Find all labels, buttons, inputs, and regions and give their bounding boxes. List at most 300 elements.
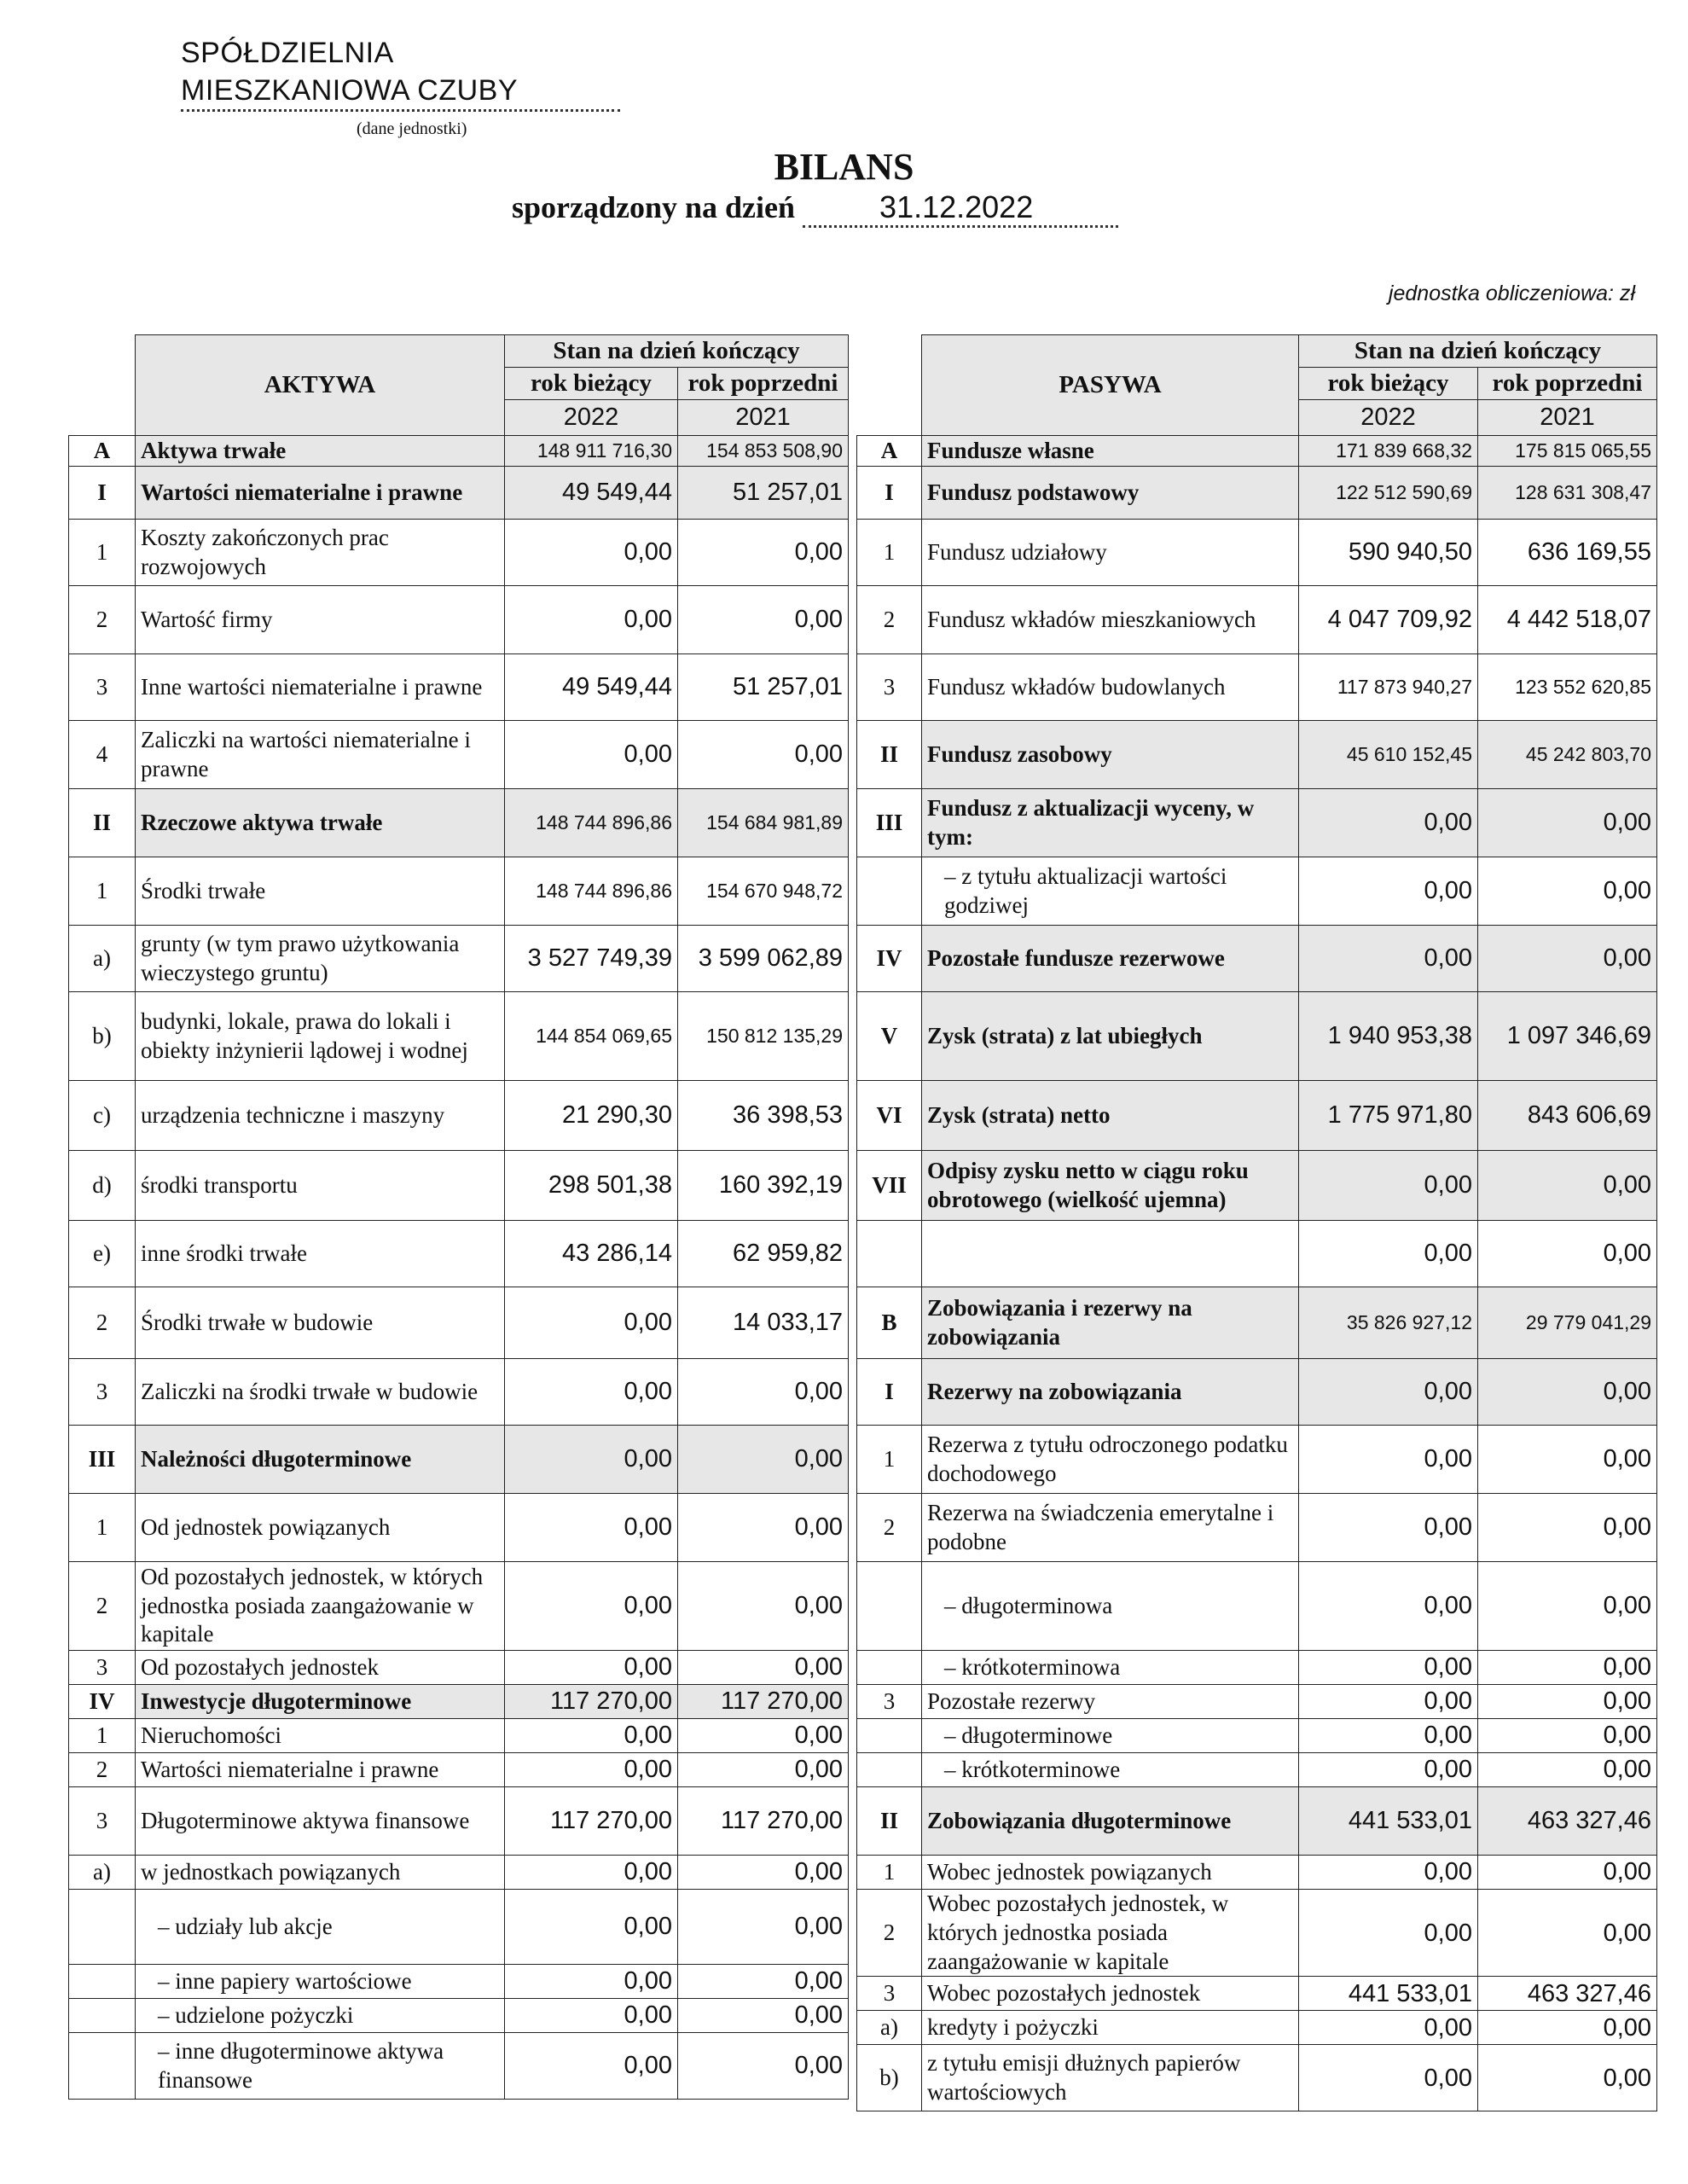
liabilities-row-current-value: 0,00: [1299, 1753, 1478, 1787]
assets-row-current-value: 117 270,00: [505, 1787, 678, 1856]
liabilities-row: [857, 1856, 1657, 1890]
liabilities-row-number: 1: [857, 1426, 922, 1494]
liabilities-row-current-value: 0,00: [1299, 1221, 1478, 1287]
assets-row-label: Od jednostek powiązanych: [136, 1494, 505, 1562]
assets-row-previous-value: 0,00: [678, 1753, 849, 1787]
liabilities-row-number: 1: [857, 1856, 922, 1890]
assets-row-previous-value: 0,00: [678, 1965, 849, 1999]
entity-note: (dane jednostki): [357, 119, 467, 138]
entity-name: [181, 34, 620, 112]
assets-row-current-value: 144 854 069,65: [505, 992, 678, 1081]
liabilities-row-previous-value: 0,00: [1478, 2045, 1657, 2111]
assets-row-label: budynki, lokale, prawa do lokali i obiekty inżynierii lądowej i wodnej: [136, 992, 505, 1081]
assets-row-current-value: 148 744 896,86: [505, 789, 678, 857]
assets-row-number: 2: [69, 586, 136, 654]
assets-row-number: II: [69, 789, 136, 857]
liabilities-row-current-value: 441 533,01: [1299, 1977, 1478, 2011]
liabilities-row-label: Wobec pozostałych jednostek: [922, 1977, 1299, 2011]
liabilities-row-previous-value: 4 442 518,07: [1478, 586, 1657, 654]
liabilities-row-current-value: 45 610 152,45: [1299, 721, 1478, 789]
assets-row-label: środki transportu: [136, 1151, 505, 1221]
liabilities-row: [857, 1685, 1657, 1719]
assets-row-current-value: 0,00: [505, 520, 678, 586]
assets-row-label: Wartości niematerialne i prawne: [136, 467, 505, 520]
liabilities-row-number: 3: [857, 1685, 922, 1719]
assets-row-previous-value: 0,00: [678, 1426, 849, 1494]
liabilities-row-previous-value: 0,00: [1478, 1753, 1657, 1787]
assets-row-number: 3: [69, 1651, 136, 1685]
liabilities-row-label: Rezerwa z tytułu odroczonego podatku dochodowego: [922, 1426, 1299, 1494]
liabilities-row: [857, 1562, 1657, 1651]
assets-row-current-value: 43 286,14: [505, 1221, 678, 1287]
assets-row-previous-value: 160 392,19: [678, 1151, 849, 1221]
assets-row-number: 1: [69, 1719, 136, 1753]
assets-row-previous-value: 0,00: [678, 1999, 849, 2033]
liabilities-row-number: B: [857, 1287, 922, 1359]
assets-row-previous-value: 0,00: [678, 1856, 849, 1890]
assets-row-current-value: 0,00: [505, 1651, 678, 1685]
assets-row: [69, 1562, 849, 1651]
assets-row-number: 1: [69, 520, 136, 586]
liabilities-header-stan: Stan na dzień kończący: [1299, 335, 1657, 368]
assets-row-number: c): [69, 1081, 136, 1151]
assets-row-current-value: 0,00: [505, 721, 678, 789]
assets-row-label: Środki trwałe w budowie: [136, 1287, 505, 1359]
assets-table: [68, 334, 849, 2100]
assets-row-number: A: [69, 436, 136, 467]
liabilities-row-current-value: 0,00: [1299, 1890, 1478, 1977]
assets-row-label: w jednostkach powiązanych: [136, 1856, 505, 1890]
assets-row: [69, 1494, 849, 1562]
assets-row-current-value: 49 549,44: [505, 654, 678, 721]
assets-row: [69, 721, 849, 789]
liabilities-row-label: – krótkoterminowa: [922, 1651, 1299, 1685]
assets-row-number: I: [69, 467, 136, 520]
assets-row-number: [69, 1890, 136, 1965]
assets-row-previous-value: 3 599 062,89: [678, 926, 849, 992]
assets-row-current-value: 0,00: [505, 586, 678, 654]
liabilities-row-current-value: 590 940,50: [1299, 520, 1478, 586]
liabilities-row-previous-value: 463 327,46: [1478, 1787, 1657, 1856]
liabilities-row: [857, 520, 1657, 586]
liabilities-row-current-value: 4 047 709,92: [1299, 586, 1478, 654]
liabilities-row-current-value: 1 775 971,80: [1299, 1081, 1478, 1151]
assets-row-current-value: 117 270,00: [505, 1685, 678, 1719]
assets-row-previous-value: 0,00: [678, 520, 849, 586]
liabilities-row: [857, 1890, 1657, 1977]
liabilities-row-label: z tytułu emisji dłużnych papierów wartościowych: [922, 2045, 1299, 2111]
liabilities-row: [857, 1494, 1657, 1562]
assets-row-previous-value: 0,00: [678, 1651, 849, 1685]
assets-row: [69, 1753, 849, 1787]
liabilities-row-previous-value: 636 169,55: [1478, 520, 1657, 586]
liabilities-row-previous-value: 0,00: [1478, 1890, 1657, 1977]
assets-row-previous-value: 154 670 948,72: [678, 857, 849, 926]
liabilities-row-previous-value: 0,00: [1478, 1562, 1657, 1651]
assets-row-current-value: 0,00: [505, 1359, 678, 1426]
liabilities-row-previous-value: 1 097 346,69: [1478, 992, 1657, 1081]
assets-row: [69, 1965, 849, 1999]
liabilities-row: [857, 1081, 1657, 1151]
assets-header-label: AKTYWA: [136, 335, 505, 436]
assets-row-current-value: 0,00: [505, 1562, 678, 1651]
entity-name-line1: SPÓŁDZIELNIA: [181, 37, 394, 69]
liabilities-row-current-value: 0,00: [1299, 1562, 1478, 1651]
assets-row-current-value: 3 527 749,39: [505, 926, 678, 992]
liabilities-row-previous-value: 0,00: [1478, 1856, 1657, 1890]
assets-row-current-value: 0,00: [505, 1753, 678, 1787]
assets-row: [69, 1890, 849, 1965]
liabilities-row-label: Pozostałe fundusze rezerwowe: [922, 926, 1299, 992]
assets-row-label: Od pozostałych jednostek: [136, 1651, 505, 1685]
assets-row-number: a): [69, 926, 136, 992]
assets-row: [69, 1426, 849, 1494]
liabilities-header-current: rok bieżący: [1299, 368, 1478, 400]
assets-row-label: Należności długoterminowe: [136, 1426, 505, 1494]
liabilities-row-number: b): [857, 2045, 922, 2111]
assets-row-label: inne środki trwałe: [136, 1221, 505, 1287]
liabilities-row: [857, 2011, 1657, 2045]
assets-row-previous-value: 0,00: [678, 1719, 849, 1753]
assets-row-previous-value: 0,00: [678, 1562, 849, 1651]
assets-row-previous-value: 0,00: [678, 1359, 849, 1426]
assets-row: [69, 2033, 849, 2100]
liabilities-row-current-value: 0,00: [1299, 1151, 1478, 1221]
assets-row-previous-value: 154 684 981,89: [678, 789, 849, 857]
assets-row-label: Zaliczki na środki trwałe w budowie: [136, 1359, 505, 1426]
liabilities-row-current-value: 117 873 940,27: [1299, 654, 1478, 721]
assets-header-year-prev: 2021: [678, 400, 849, 436]
liabilities-row-previous-value: 128 631 308,47: [1478, 467, 1657, 520]
liabilities-row-label: Fundusz z aktualizacji wyceny, w tym:: [922, 789, 1299, 857]
assets-row-number: d): [69, 1151, 136, 1221]
liabilities-row-number: II: [857, 721, 922, 789]
liabilities-row-number: 3: [857, 1977, 922, 2011]
assets-row: [69, 789, 849, 857]
liabilities-row-current-value: 0,00: [1299, 2011, 1478, 2045]
liabilities-row: [857, 1977, 1657, 2011]
liabilities-row-number: II: [857, 1787, 922, 1856]
assets-row-current-value: 0,00: [505, 1494, 678, 1562]
assets-row-number: [69, 1965, 136, 1999]
liabilities-row-number: IV: [857, 926, 922, 992]
assets-row-previous-value: 0,00: [678, 586, 849, 654]
liabilities-row-label: Zobowiązania długoterminowe: [922, 1787, 1299, 1856]
liabilities-row-previous-value: 0,00: [1478, 1151, 1657, 1221]
liabilities-row-current-value: 0,00: [1299, 2045, 1478, 2111]
assets-row-number: 3: [69, 1359, 136, 1426]
assets-row-number: 1: [69, 857, 136, 926]
assets-row-current-value: 0,00: [505, 1965, 678, 1999]
assets-row-current-value: 0,00: [505, 1890, 678, 1965]
assets-row-label: Aktywa trwałe: [136, 436, 505, 467]
liabilities-row-number: 3: [857, 654, 922, 721]
assets-row-label: Inne wartości niematerialne i prawne: [136, 654, 505, 721]
liabilities-row-number: [857, 1719, 922, 1753]
assets-row-label: grunty (w tym prawo użytkowania wieczystego gruntu): [136, 926, 505, 992]
liabilities-row: [857, 436, 1657, 467]
liabilities-row-label: Fundusz wkładów budowlanych: [922, 654, 1299, 721]
liabilities-row-current-value: 171 839 668,32: [1299, 436, 1478, 467]
assets-row-number: 2: [69, 1287, 136, 1359]
assets-row-previous-value: 14 033,17: [678, 1287, 849, 1359]
unit-label: jednostka obliczeniowa:: [1388, 282, 1614, 305]
assets-row-current-value: 21 290,30: [505, 1081, 678, 1151]
liabilities-row-previous-value: 29 779 041,29: [1478, 1287, 1657, 1359]
assets-row-current-value: 49 549,44: [505, 467, 678, 520]
liabilities-row-previous-value: 0,00: [1478, 1685, 1657, 1719]
liabilities-row-number: 2: [857, 586, 922, 654]
liabilities-row-previous-value: 0,00: [1478, 1651, 1657, 1685]
assets-header-prev: rok poprzedni: [678, 368, 849, 400]
liabilities-row-previous-value: 123 552 620,85: [1478, 654, 1657, 721]
document-date-line: [512, 189, 1118, 228]
assets-row-previous-value: 0,00: [678, 2033, 849, 2100]
liabilities-row: [857, 926, 1657, 992]
assets-row-number: 3: [69, 1787, 136, 1856]
liabilities-row-previous-value: 0,00: [1478, 1221, 1657, 1287]
liabilities-row: [857, 1359, 1657, 1426]
liabilities-row: [857, 789, 1657, 857]
liabilities-row-previous-value: 175 815 065,55: [1478, 436, 1657, 467]
liabilities-row: [857, 1151, 1657, 1221]
unit-value: zł: [1619, 282, 1635, 305]
liabilities-row-number: a): [857, 2011, 922, 2045]
assets-row-label: – udziały lub akcje: [136, 1890, 505, 1965]
liabilities-row-label: Rezerwy na zobowiązania: [922, 1359, 1299, 1426]
liabilities-row-number: [857, 857, 922, 926]
liabilities-row-label: Fundusz zasobowy: [922, 721, 1299, 789]
entity-name-line2: MIESZKANIOWA CZUBY: [181, 72, 620, 112]
liabilities-row: [857, 721, 1657, 789]
assets-row-label: Długoterminowe aktywa finansowe: [136, 1787, 505, 1856]
liabilities-row-previous-value: 0,00: [1478, 2011, 1657, 2045]
liabilities-row-number: VI: [857, 1081, 922, 1151]
liabilities-row-previous-value: 0,00: [1478, 789, 1657, 857]
liabilities-header-year-current: 2022: [1299, 400, 1478, 436]
assets-row-current-value: 298 501,38: [505, 1151, 678, 1221]
liabilities-header-prev: rok poprzedni: [1478, 368, 1657, 400]
assets-row-label: Koszty zakończonych prac rozwojowych: [136, 520, 505, 586]
liabilities-row-label: Zobowiązania i rezerwy na zobowiązania: [922, 1287, 1299, 1359]
assets-row: [69, 1719, 849, 1753]
assets-row: [69, 1359, 849, 1426]
assets-row-number: IV: [69, 1685, 136, 1719]
liabilities-row-label: – długoterminowe: [922, 1719, 1299, 1753]
assets-row-previous-value: 0,00: [678, 721, 849, 789]
assets-row-current-value: 0,00: [505, 2033, 678, 2100]
assets-row: [69, 520, 849, 586]
liabilities-row-current-value: 0,00: [1299, 1651, 1478, 1685]
liabilities-row: [857, 1426, 1657, 1494]
liabilities-row: [857, 467, 1657, 520]
assets-row-previous-value: 117 270,00: [678, 1685, 849, 1719]
liabilities-row: [857, 1787, 1657, 1856]
assets-row-number: 4: [69, 721, 136, 789]
liabilities-row-label: Wobec jednostek powiązanych: [922, 1856, 1299, 1890]
liabilities-row: [857, 1719, 1657, 1753]
assets-row-number: 1: [69, 1494, 136, 1562]
liabilities-row-previous-value: 0,00: [1478, 1426, 1657, 1494]
liabilities-row-number: A: [857, 436, 922, 467]
liabilities-row-number: 1: [857, 520, 922, 586]
assets-row: [69, 436, 849, 467]
liabilities-row-number: VII: [857, 1151, 922, 1221]
assets-row: [69, 926, 849, 992]
assets-header-current: rok bieżący: [505, 368, 678, 400]
liabilities-row-number: 2: [857, 1494, 922, 1562]
liabilities-row: [857, 2045, 1657, 2111]
liabilities-row-current-value: 0,00: [1299, 926, 1478, 992]
liabilities-row-current-value: 0,00: [1299, 1359, 1478, 1426]
liabilities-table: [856, 334, 1657, 2111]
assets-row: [69, 654, 849, 721]
liabilities-row-current-value: 0,00: [1299, 789, 1478, 857]
assets-row-label: Rzeczowe aktywa trwałe: [136, 789, 505, 857]
liabilities-row-label: Fundusze własne: [922, 436, 1299, 467]
assets-header-stan: Stan na dzień kończący: [505, 335, 849, 368]
liabilities-header-year-prev: 2021: [1478, 400, 1657, 436]
liabilities-row-current-value: 35 826 927,12: [1299, 1287, 1478, 1359]
assets-row-current-value: 0,00: [505, 1856, 678, 1890]
liabilities-row: [857, 1753, 1657, 1787]
liabilities-row-previous-value: 0,00: [1478, 926, 1657, 992]
assets-row: [69, 1999, 849, 2033]
assets-row-previous-value: 51 257,01: [678, 467, 849, 520]
assets-row-label: – udzielone pożyczki: [136, 1999, 505, 2033]
liabilities-row-label: – długoterminowa: [922, 1562, 1299, 1651]
liabilities-header-label: PASYWA: [922, 335, 1299, 436]
assets-row-label: Środki trwałe: [136, 857, 505, 926]
liabilities-row-previous-value: 0,00: [1478, 857, 1657, 926]
liabilities-row-number: 2: [857, 1890, 922, 1977]
liabilities-row-label: Fundusz udziałowy: [922, 520, 1299, 586]
assets-row-previous-value: 117 270,00: [678, 1787, 849, 1856]
liabilities-row-previous-value: 0,00: [1478, 1494, 1657, 1562]
liabilities-row-previous-value: 0,00: [1478, 1359, 1657, 1426]
assets-header-year-current: 2022: [505, 400, 678, 436]
liabilities-row: [857, 857, 1657, 926]
liabilities-row-label: Odpisy zysku netto w ciągu roku obrotowego (wielkość ujemna): [922, 1151, 1299, 1221]
liabilities-row-current-value: 441 533,01: [1299, 1787, 1478, 1856]
assets-row-current-value: 148 911 716,30: [505, 436, 678, 467]
liabilities-row-label: Rezerwa na świadczenia emerytalne i podobne: [922, 1494, 1299, 1562]
assets-row-label: – inne papiery wartościowe: [136, 1965, 505, 1999]
liabilities-row-number: I: [857, 1359, 922, 1426]
assets-row: [69, 467, 849, 520]
liabilities-row-previous-value: 843 606,69: [1478, 1081, 1657, 1151]
assets-row-previous-value: 62 959,82: [678, 1221, 849, 1287]
assets-row: [69, 586, 849, 654]
assets-row: [69, 1221, 849, 1287]
assets-row-previous-value: 0,00: [678, 1890, 849, 1965]
liabilities-row-current-value: 0,00: [1299, 857, 1478, 926]
assets-row-label: Wartości niematerialne i prawne: [136, 1753, 505, 1787]
assets-row: [69, 1287, 849, 1359]
liabilities-row-number: [857, 1562, 922, 1651]
liabilities-row-label: Fundusz podstawowy: [922, 467, 1299, 520]
liabilities-row-current-value: 0,00: [1299, 1494, 1478, 1562]
assets-row: [69, 1151, 849, 1221]
liabilities-row-previous-value: 0,00: [1478, 1719, 1657, 1753]
liabilities-row-previous-value: 463 327,46: [1478, 1977, 1657, 2011]
liabilities-row-number: III: [857, 789, 922, 857]
date-label: sporządzony na dzień: [512, 190, 796, 224]
assets-row-label: – inne długoterminowe aktywa finansowe: [136, 2033, 505, 2100]
assets-row-current-value: 0,00: [505, 1719, 678, 1753]
assets-row-number: 2: [69, 1562, 136, 1651]
liabilities-row-label: Pozostałe rezerwy: [922, 1685, 1299, 1719]
liabilities-row-label: – z tytułu aktualizacji wartości godziwej: [922, 857, 1299, 926]
liabilities-row-number: V: [857, 992, 922, 1081]
liabilities-row-previous-value: 45 242 803,70: [1478, 721, 1657, 789]
assets-row-previous-value: 154 853 508,90: [678, 436, 849, 467]
date-value: 31.12.2022: [803, 189, 1118, 228]
assets-row-label: Wartość firmy: [136, 586, 505, 654]
liabilities-row-current-value: 0,00: [1299, 1856, 1478, 1890]
assets-row: [69, 1685, 849, 1719]
assets-row-previous-value: 0,00: [678, 1494, 849, 1562]
liabilities-row: [857, 1651, 1657, 1685]
assets-row-current-value: 148 744 896,86: [505, 857, 678, 926]
liabilities-row: [857, 654, 1657, 721]
assets-row-number: e): [69, 1221, 136, 1287]
assets-row: [69, 1856, 849, 1890]
liabilities-row-current-value: 0,00: [1299, 1426, 1478, 1494]
assets-row-number: 3: [69, 654, 136, 721]
document-title: BILANS: [774, 146, 914, 188]
assets-row-label: urządzenia techniczne i maszyny: [136, 1081, 505, 1151]
liabilities-row: [857, 992, 1657, 1081]
liabilities-row-number: [857, 1753, 922, 1787]
assets-row-number: a): [69, 1856, 136, 1890]
liabilities-row: [857, 1287, 1657, 1359]
assets-row-previous-value: 36 398,53: [678, 1081, 849, 1151]
assets-row-number: 2: [69, 1753, 136, 1787]
liabilities-row-label: Zysk (strata) z lat ubiegłych: [922, 992, 1299, 1081]
assets-row-current-value: 0,00: [505, 1287, 678, 1359]
assets-row: [69, 857, 849, 926]
liabilities-row-label: [922, 1221, 1299, 1287]
liabilities-row-label: Wobec pozostałych jednostek, w których jednostka posiada zaangażowanie w kapitale: [922, 1890, 1299, 1977]
assets-row-number: b): [69, 992, 136, 1081]
assets-row: [69, 1081, 849, 1151]
assets-row-label: Zaliczki na wartości niematerialne i prawne: [136, 721, 505, 789]
assets-row-number: III: [69, 1426, 136, 1494]
liabilities-row: [857, 586, 1657, 654]
liabilities-row: [857, 1221, 1657, 1287]
assets-row: [69, 992, 849, 1081]
assets-row: [69, 1787, 849, 1856]
liabilities-row-label: kredyty i pożyczki: [922, 2011, 1299, 2045]
liabilities-row-current-value: 1 940 953,38: [1299, 992, 1478, 1081]
liabilities-row-number: I: [857, 467, 922, 520]
liabilities-row-current-value: 0,00: [1299, 1685, 1478, 1719]
liabilities-row-number: [857, 1651, 922, 1685]
liabilities-row-label: Fundusz wkładów mieszkaniowych: [922, 586, 1299, 654]
liabilities-row-number: [857, 1221, 922, 1287]
liabilities-row-current-value: 0,00: [1299, 1719, 1478, 1753]
assets-row-label: Inwestycje długoterminowe: [136, 1685, 505, 1719]
unit-line: [1389, 282, 1635, 306]
assets-row: [69, 1651, 849, 1685]
assets-row-number: [69, 1999, 136, 2033]
assets-row-current-value: 0,00: [505, 1426, 678, 1494]
liabilities-row-label: Zysk (strata) netto: [922, 1081, 1299, 1151]
assets-row-previous-value: 150 812 135,29: [678, 992, 849, 1081]
liabilities-row-current-value: 122 512 590,69: [1299, 467, 1478, 520]
assets-row-previous-value: 51 257,01: [678, 654, 849, 721]
